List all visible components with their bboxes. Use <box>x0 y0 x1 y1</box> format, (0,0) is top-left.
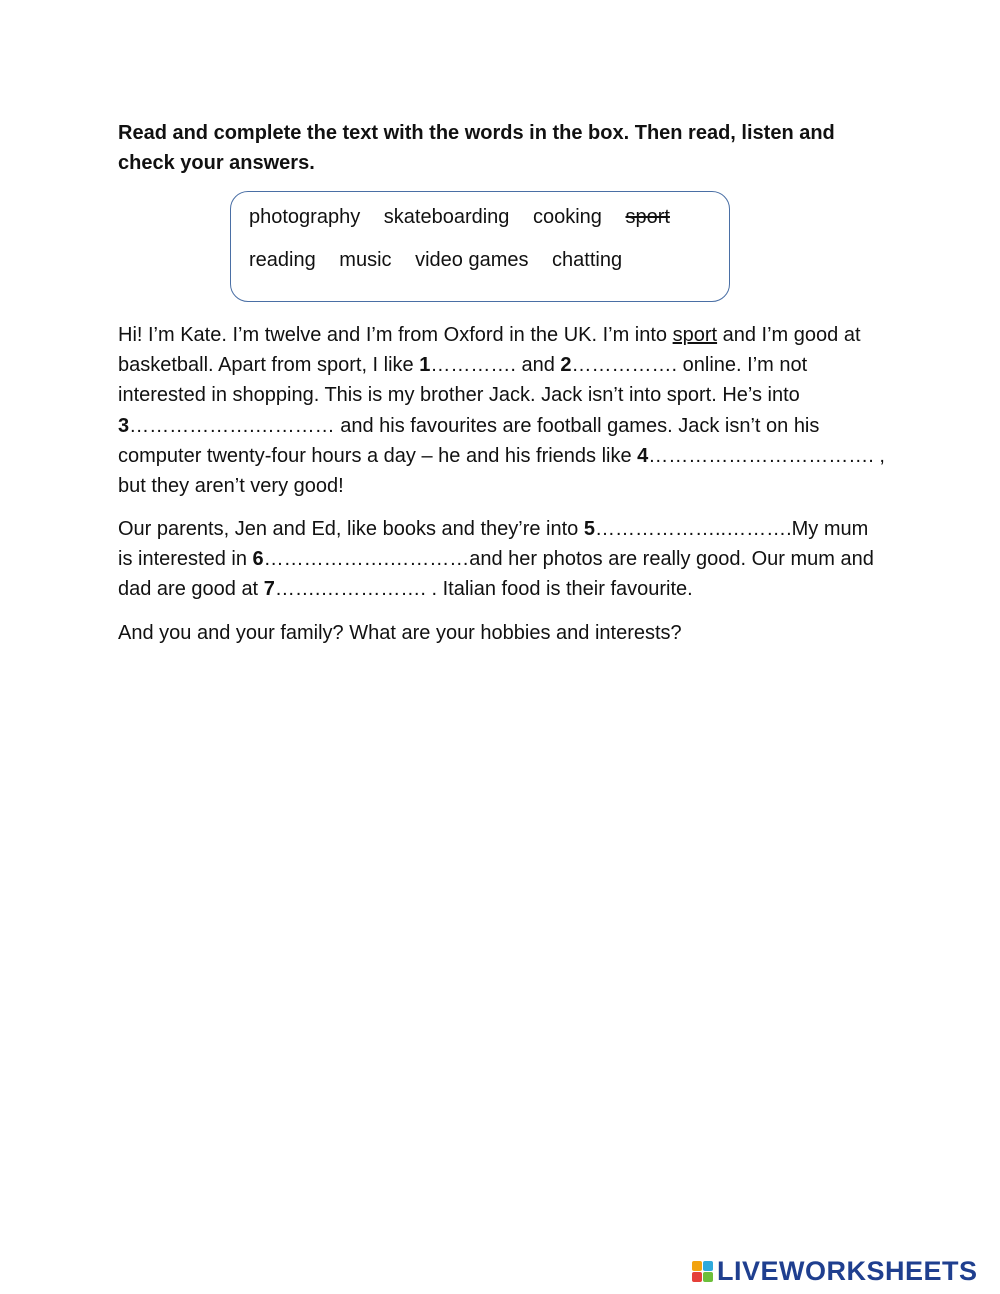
gap-number-6: 6 <box>252 548 264 571</box>
paragraph-parents <box>118 514 888 605</box>
gap-number-5: 5 <box>583 518 595 540</box>
gap-1[interactable]: …………. and <box>430 354 561 377</box>
text: Hi! I’m Kate. I’m twelve and I’m from Oxford in the UK. I’m into <box>118 324 673 346</box>
logo-mark-icon <box>692 1261 713 1282</box>
word-chatting: chatting <box>552 249 623 271</box>
example-answer: sport <box>672 324 718 346</box>
word-photography: photography <box>249 206 361 228</box>
liveworksheets-logo <box>692 1256 978 1286</box>
text: Our parents, Jen and Ed, like books and they’re into <box>118 518 584 540</box>
word-video-games: video games <box>415 249 529 271</box>
word-cooking: cooking <box>532 206 602 228</box>
text: and I’m good at basketball. Apart from sport, I like <box>118 324 861 377</box>
gap-number-3: 3 <box>118 414 130 437</box>
gap-3[interactable]: ……………….………… and his favourites are football games. Jack isn’t on his computer twenty-four hours a day – he and his friends like <box>118 414 820 467</box>
gap-number-2: 2 <box>560 354 572 377</box>
word-music: music <box>339 249 392 271</box>
gap-6[interactable]: ……………….…………and her photos are really good. Our mum and dad are good at <box>118 548 874 601</box>
word-box-row-1 <box>249 206 688 229</box>
gap-5[interactable]: ………………..……….My mum is interested in <box>118 518 869 571</box>
gap-number-4: 4 <box>637 444 649 467</box>
word-box-row-2 <box>249 249 640 272</box>
logo-text: LIVEWORKSHEETS <box>717 1255 978 1286</box>
gap-4[interactable]: ……………………………. , but they aren’t very good! <box>118 444 885 498</box>
paragraph-question: And you and your family? What are your hobbies and interests? <box>118 622 682 644</box>
paragraph-kate <box>118 320 888 501</box>
word-reading: reading <box>249 249 316 271</box>
word-box <box>230 191 730 302</box>
gap-7[interactable]: …….……………. . Italian food is their favourite. <box>274 578 693 601</box>
word-skateboarding: skateboarding <box>383 206 510 228</box>
gap-number-7: 7 <box>263 578 275 601</box>
gap-2[interactable]: ……………. online. I’m not interested in shopping. This is my brother Jack. Jack isn’t into sport. He’s into <box>118 354 808 407</box>
word-sport-struck: sport <box>625 206 670 228</box>
instructions: Read and complete the text with the words in the box. Then read, listen and check your answers. <box>118 122 835 174</box>
gap-number-1: 1 <box>419 354 431 377</box>
